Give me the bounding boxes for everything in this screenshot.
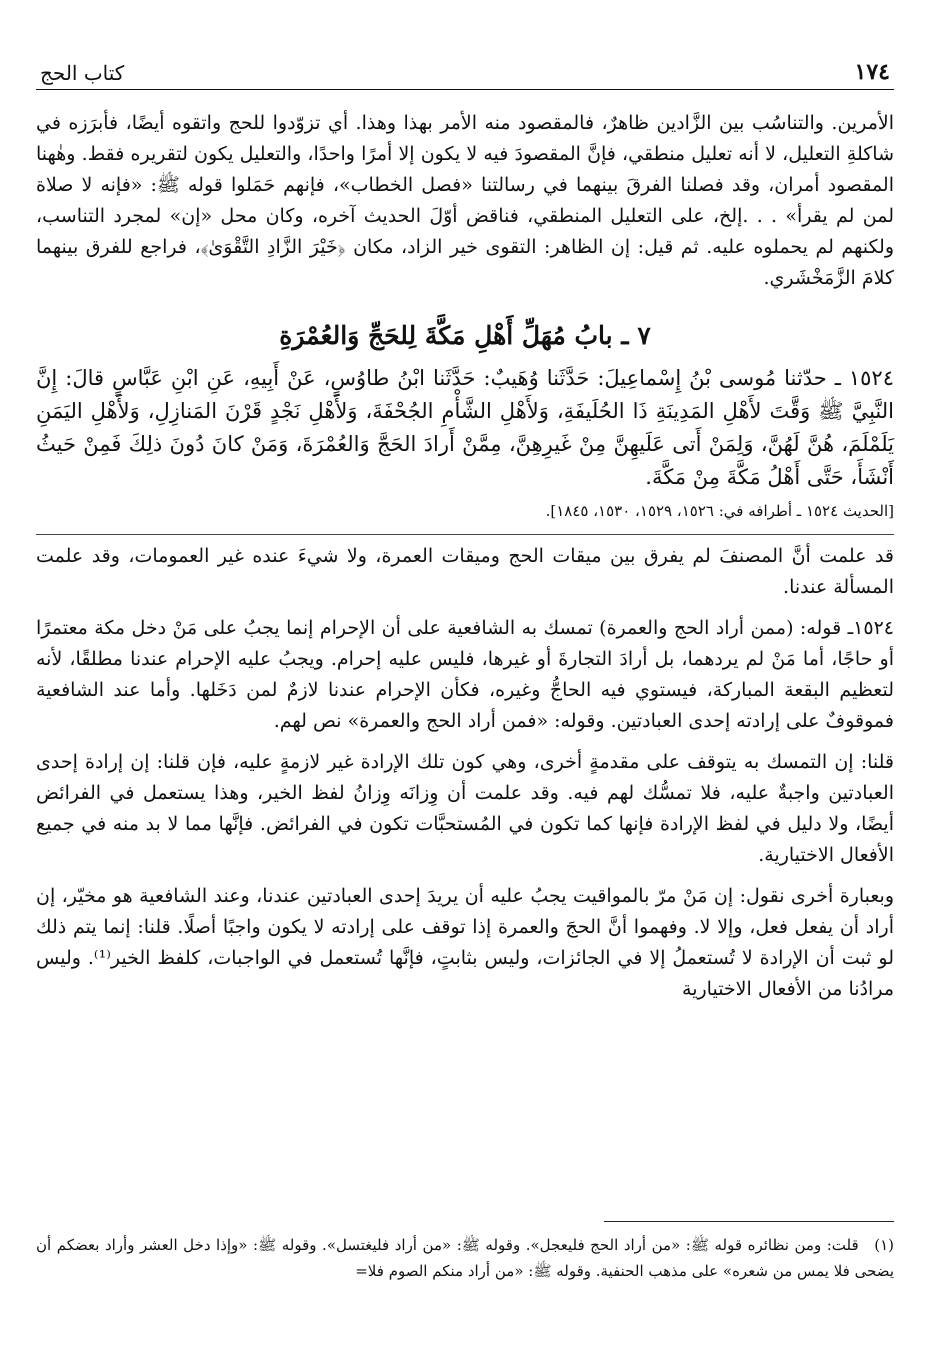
footnote-marker: (١) (874, 1236, 894, 1254)
running-title: كتاب الحج (40, 61, 125, 85)
hadith-reference: [الحديث ١٥٢٤ ـ أطرافه في: ١٥٢٦، ١٥٢٩، ١٥٣٠، ١٨٤٥]. (545, 502, 894, 520)
commentary-paragraph: قلنا: إن التمسك به يتوقف على مقدمةٍ أخرى، وهي كون تلك الإرادة غير لازمةٍ عليه، فإن قلنا: إن إرادة إحدى العبادتين واجبةٌ عليه، فلا تمسُّك لهم فيه. وقد علمت أن وِزانَه وِزانُ لفظ الخير، وهذا يستعمل في الفرائض أيضًا، ولا دليل في لفظ الإرادة فإنها كما تكون في المُستحبَّات تكون في الفرائض. فإنَّها مما لا بد منه في جميع الأفعال الاختيارية. (36, 751, 895, 866)
section-divider (36, 534, 894, 535)
commentary-paragraph-top: الأمرين. والتناسُب بين الزَّادين ظاهرٌ، فالمقصود منه الأمر بهذا وهذا. أي تزوّدوا للحج واتقوه أيضًا، فأبرَزه في شاكلةِ التعليل، لا أنه تعليل منطقي، فإنَّ المقصودَ فيه لا يكون إلا أمرًا واحدًا، والتعليل يكون لتقريره فقط. وهٰهنا المقصود أمران، وقد فصلنا الفرقَ بينهما في رسالتنا «فصل الخطاب»، فإنهم حَمَلوا قوله ﷺ: «فإنه لا صلاة لمن لم يقرأ» . . .إلخ، على التعليل المنطقي، فناقض أوّلَ الحديث آخره، وكان محل «إن» لمجرد التناسب، ولكنهم لم يحملوه عليه. ثم قيل: إن الظاهر: التقوى خير الزاد، مكان ﴿خَيْرَ الزَّادِ التَّقْوَىٰ﴾، فراجع للفرق بينهما كلامَ الزَّمَخْشَري. (36, 112, 894, 289)
footnote-separator (604, 1221, 894, 1222)
footnote-text: قلت: ومن نظائره قوله ﷺ: «من أراد الحج فليعجل». وقوله ﷺ: «من أراد فليغتسل». وقوله ﷺ: «وإذا دخل العشر وأراد بعضكم أن يضحى فلا يمس من شعره» على مذهب الحنفية. وقوله ﷺ: «من أراد منكم الصوم فلا= (36, 1236, 894, 1280)
book-page (36, 58, 894, 1348)
chapter-heading: ٧ ـ بابُ مُهَلِّ أَهْلِ مَكَّةَ لِلحَجِّ وَالعُمْرَةِ (279, 321, 651, 350)
footnotes (36, 1232, 894, 1284)
hadith-text: ١٥٢٤ ـ حدّثنا مُوسى بْنُ إِسْماعِيلَ: حَدَّثَنا وُهَيبٌ: حَدَّثَنا ابْنُ طاوُسٍ، عَنْ أَبِيهِ، عَنِ ابْنِ عَبَّاسٍ قالَ: إِنَّ النَّبِيَّ ﷺ وَقَّتَ لأَهْلِ المَدِينَةِ ذَا الحُلَيفَةِ، وَلأَهْلِ الشَّأْمِ الجُحْفَةَ، وَلأَهْلِ نَجْدٍ قَرْنَ المَنازِلِ، وَلأَهْلِ اليَمَنِ يَلَمْلَمَ، هُنَّ لَهُنَّ، وَلِمَنْ أَتى عَلَيهِنَّ مِنْ غَيرِهِنَّ، مِمَّنْ أَرادَ الحَجَّ وَالعُمْرَةَ، وَمَنْ كانَ دُونَ ذلِكَ فَمِنْ حَيثُ أَنْشَأَ، حَتَّى أَهْلُ مَكَّةَ مِنْ مَكَّةَ. (36, 366, 895, 489)
page-header (36, 58, 894, 90)
commentary-paragraph: وبعبارة أخرى نقول: إن مَنْ مرّ بالمواقيت يجبُ عليه أن يريدَ إحدى العبادتين عندنا، وعند الشافعية هو مخيّر، إن أراد أن يفعل فعل، وإلا لا. وفهموا أنَّ الحجَ والعمرة إذا توقف على إرادته لا يكون واجبًا أصلًا. قلنا: إنما يتم ذلك لو ثبت أن الإرادة لا تُستعملُ إلا في الجائزات، وليس بثابتٍ، فإنَّها تُستعمل في الواجبات، كلفظ الخير⁽¹⁾. وليس مرادُنا من الأفعال الاختيارية (36, 885, 895, 1000)
commentary-paragraph: ١٥٢٤ـ قوله: (ممن أراد الحج والعمرة) تمسك به الشافعية على أن الإحرام إنما يجبُ على مَنْ دخل مكة معتمرًا أو حاجًا، أما مَنْ لم يردهما، بل أرادَ التجارةَ أو غيرها، فليس عليه إحرام. ويجبُ عليه الإحرام عندنا مطلقًا، لأنه لتعظيم البقعة المباركة، فيستوي فيه الحاجُّ وغيره، فكأن الإحرام عندنا لازمٌ لمن دَخَلها. وأما عند الشافعية فموقوفٌ على إرادته إحدى العبادتين. وقوله: «فمن أراد الحج والعمرة» نص لهم. (36, 617, 894, 732)
commentary-paragraph: قد علمت أنَّ المصنفَ لم يفرق بين ميقات الحج وميقات العمرة، ولا شيءَ عنده غير العمومات، وقد علمت المسألة عندنا. (36, 545, 894, 598)
page-number: ١٧٤ (854, 59, 890, 85)
footnote (36, 1232, 894, 1284)
